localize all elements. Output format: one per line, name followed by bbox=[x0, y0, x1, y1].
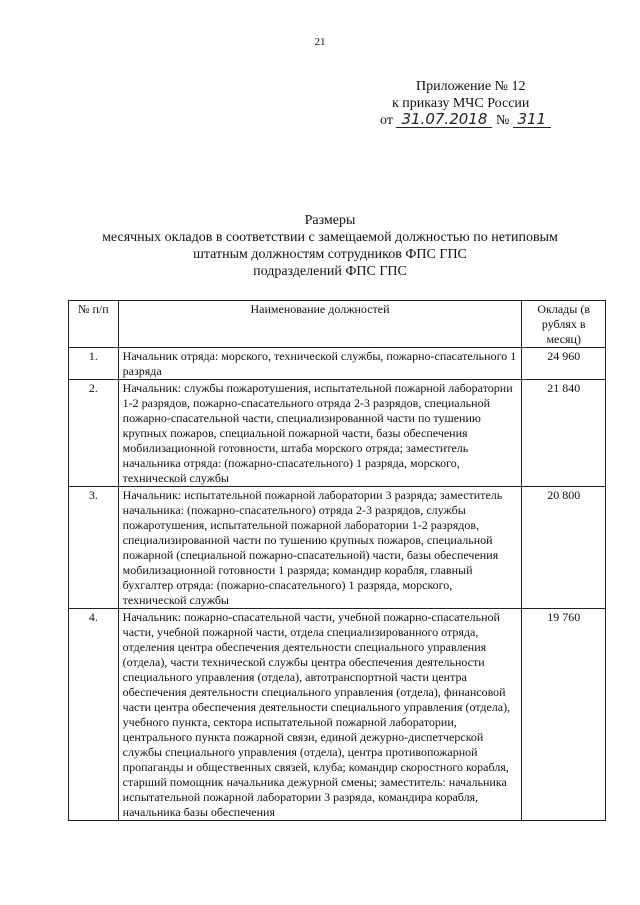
row-number: 3. bbox=[69, 487, 119, 609]
title-line-3: штатным должностям сотрудников ФПС ГПС bbox=[193, 247, 467, 262]
appendix-number-prefix: № bbox=[495, 113, 510, 128]
title-line-1: Размеры bbox=[304, 213, 356, 228]
row-position: Начальник: испытательной пожарной лаборатории 3 разряда; заместитель начальника: (пожарно-спасательного) отряда 2-3 разрядов, службы пожаротушения, испытательной пожарной лаборатории 1-2 разрядов, специализированной части по тушению крупных пожаров, специальной пожарной (специальной пожарно-спасательной) части, базы обеспечения мобилизационной готовности 1 разряда; командир корабля, главный бухгалтер отряда: (пожарно-спасательного) 1 разряда, морского, технической службы bbox=[118, 487, 522, 609]
table-row bbox=[69, 380, 606, 487]
row-position: Начальник: службы пожаротушения, испытательной пожарной лаборатории 1-2 разрядов, пожарно-спасательного отряда 2-3 разрядов, специальной пожарно-спасательной части, специализированной части по тушению крупных пожаров, специальной пожарной части, базы обеспечения мобилизационной готовности, штаба морского отряда; заместитель начальника отряда: (пожарно-спасательного) 1 разряда, морского, технической службы bbox=[118, 380, 522, 487]
title-line-2: месячных окладов в соответствии с замещаемой должностью по нетиповым bbox=[102, 230, 558, 245]
row-position: Начальник: пожарно-спасательной части, учебной пожарно-спасательной части, учебной пожарной части, отдела специализированного отряда, отделения центра обеспечения деятельности специального управления (отдела), части технической службы центра обеспечения деятельности специального управления (отдела), автотранспортной части центра обеспечения деятельности специального управления (отдела), финансовой части центра обеспечения деятельности специального управления (отдела), учебного пункта, сектора испытательной пожарной лаборатории, центрального пункта пожарной связи, единой дежурно-диспетчерской службы специального управления (отдела), центра противопожарной пропаганды и общественных связей, клуба; командир скоростного корабля, старший помощник начальника дежурной смены; заместитель: начальника испытательной пожарной лаборатории 3 разряда, командира корабля, начальника базы обеспечения bbox=[118, 609, 522, 821]
appendix-order-ref: к приказу МЧС России bbox=[392, 96, 530, 111]
table-header-row bbox=[69, 301, 606, 348]
header-position: Наименование должностей bbox=[118, 301, 522, 348]
row-salary: 19 760 bbox=[522, 609, 606, 821]
table-row bbox=[69, 348, 606, 380]
handwritten-number: 311 bbox=[513, 112, 551, 128]
salary-table bbox=[68, 300, 606, 821]
header-salary: Оклады (в рублях в месяц) bbox=[522, 301, 606, 348]
appendix-block bbox=[376, 78, 576, 129]
page-number: 21 bbox=[314, 36, 326, 48]
handwritten-date: 31.07.2018 bbox=[396, 112, 492, 128]
row-salary: 20 800 bbox=[522, 487, 606, 609]
table-row bbox=[69, 487, 606, 609]
row-position: Начальник отряда: морского, технической службы, пожарно-спасательного 1 разряда bbox=[118, 348, 522, 380]
table-row bbox=[69, 609, 606, 821]
row-number: 4. bbox=[69, 609, 119, 821]
appendix-title: Приложение № 12 bbox=[416, 79, 526, 94]
appendix-from-prefix: от bbox=[380, 113, 393, 128]
title-line-4: подразделений ФПС ГПС bbox=[253, 264, 407, 279]
document-title bbox=[60, 212, 600, 280]
row-salary: 21 840 bbox=[522, 380, 606, 487]
appendix-date-line bbox=[376, 112, 576, 129]
row-number: 1. bbox=[69, 348, 119, 380]
row-salary: 24 960 bbox=[522, 348, 606, 380]
row-number: 2. bbox=[69, 380, 119, 487]
header-number: № п/п bbox=[69, 301, 119, 348]
